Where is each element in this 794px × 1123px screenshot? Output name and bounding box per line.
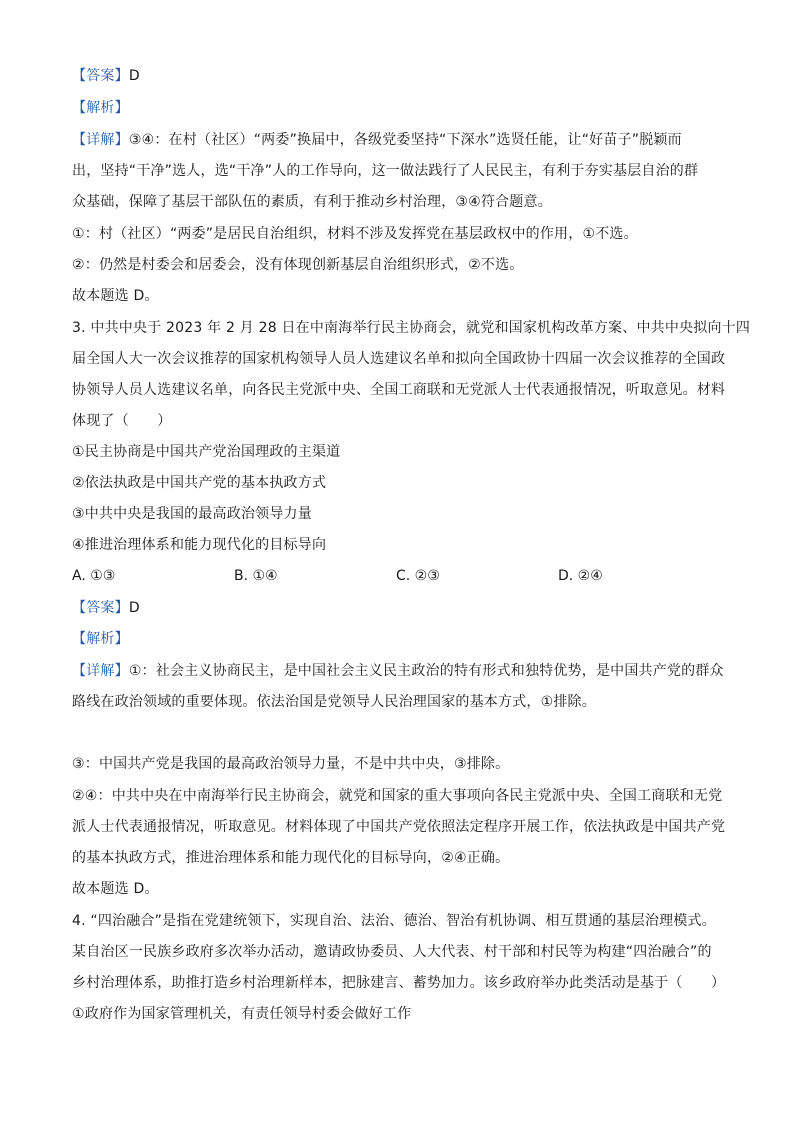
q3-statement-3: ③中共中央是我国的最高政治领导力量 <box>72 506 312 522</box>
q4-statement-1: ①政府作为国家管理机关，有责任领导村委会做好工作 <box>72 1006 412 1022</box>
q3-detail-line-2: 路线在政治领域的重要体现。依法治国是党领导人民治理国家的基本方式，①排除。 <box>72 694 596 710</box>
option-c: C. ②③ <box>396 568 440 584</box>
detail-tag: 【详解】 <box>72 132 129 148</box>
q3-analysis-line <box>72 629 732 649</box>
q3-stem-line-4: 体现了（ ） <box>72 413 172 429</box>
q3-note-4: 的基本执政方式，推进治理体系和能力现代化的目标导向，②④正确。 <box>72 850 510 866</box>
q4-stem-line-1: 4. “四治融合”是指在党建统领下，实现自治、法治、德治、智治有机协调、相互贯通的基层治理模式。 <box>72 913 716 929</box>
q3-detail-line-1 <box>72 661 732 681</box>
detail-tag: 【详解】 <box>72 663 129 679</box>
q3-stem-line-1: 3. 中共中央于 2023 年 2 月 28 日在中南海举行民主协商会，就党和国家机构改革方案、中共中央拟向十四 <box>72 320 751 336</box>
q3-note-3: 派人士代表通报情况，听取意见。材料体现了中国共产党依照法定程序开展工作，依法执政是中国共产党 <box>72 819 726 835</box>
q2-note-1: ①：村（社区）“两委”是居民自治组织，材料不涉及发挥党在基层政权中的作用，①不选。 <box>72 226 638 242</box>
q3-conclusion: 故本题选 D。 <box>72 881 159 897</box>
q3-note-2: ②④：中共中央在中南海举行民主协商会，就党和国家的重大事项向各民主党派中央、全国工商联和无党 <box>72 788 723 804</box>
answer-tag: 【答案】 <box>72 600 129 616</box>
answer-tag: 【答案】 <box>72 68 129 84</box>
q3-note-1: ③：中国共产党是我国的最高政治领导力量，不是中共中央，③排除。 <box>72 756 510 772</box>
detail-text: ①：社会主义协商民主，是中国社会主义民主政治的特有形式和独特优势，是中国共产党的群众 <box>128 663 724 679</box>
q2-note-2: ②：仍然是村委会和居委会，没有体现创新基层自治组织形式，②不选。 <box>72 257 524 273</box>
q2-detail-line-3: 众基础，保障了基层干部队伍的素质，有利于推动乡村治理，③④符合题意。 <box>72 194 552 210</box>
q2-detail-line-1 <box>72 130 732 150</box>
q2-analysis-line <box>72 98 732 118</box>
answer-value: D <box>128 600 140 616</box>
analysis-tag: 【解析】 <box>72 100 129 116</box>
answer-value: D <box>128 68 140 84</box>
q3-statement-2: ②依法执政是中国共产党的基本执政方式 <box>72 475 327 491</box>
analysis-tag: 【解析】 <box>72 631 129 647</box>
q4-stem-line-3: 乡村治理体系，助推打造乡村治理新样本，把脉建言、蓄势加力。该乡政府举办此类活动是基于（ ） <box>72 975 726 991</box>
detail-text: ③④：在村（社区）“两委”换届中，各级党委坚持“下深水”选贤任能，让“好苗子”脱颖而 <box>128 132 682 148</box>
option-b: B. ①④ <box>234 568 278 584</box>
q3-statement-4: ④推进治理体系和能力现代化的目标导向 <box>72 537 327 553</box>
q3-stem-line-2: 届全国人大一次会议推荐的国家机构领导人员人选建议名单和拟向全国政协十四届一次会议推荐的全国政 <box>72 351 726 367</box>
q2-conclusion: 故本题选 D。 <box>72 288 159 304</box>
option-d: D. ②④ <box>558 568 603 584</box>
q3-stem-line-3: 协领导人员人选建议名单，向各民主党派中央、全国工商联和无党派人士代表通报情况，听取意见。材料 <box>72 382 726 398</box>
q3-answer-line <box>72 598 732 618</box>
q2-answer-line <box>72 66 732 86</box>
option-a: A. ①③ <box>72 568 116 584</box>
q3-statement-1: ①民主协商是中国共产党治国理政的主渠道 <box>72 444 341 460</box>
q4-stem-line-2: 某自治区一民族乡政府多次举办活动，邀请政协委员、人大代表、村干部和村民等为构建“四治融合”的 <box>72 944 712 960</box>
q2-detail-line-2: 出，坚持“干净”选人，选“干净”人的工作导向，这一做法践行了人民民主，有利于夯实基层自治的群 <box>72 163 699 179</box>
